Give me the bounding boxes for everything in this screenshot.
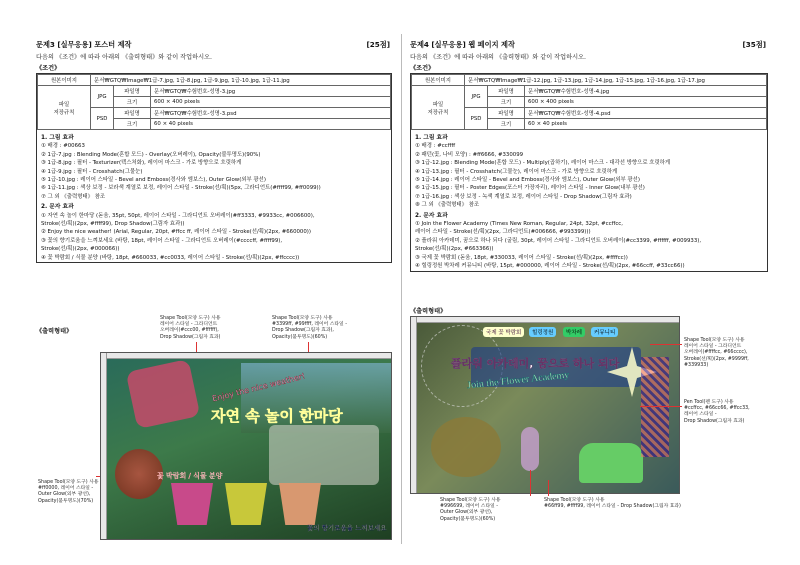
section-heading: 1. 그림 효과 xyxy=(415,135,448,141)
leaf-pen-shape xyxy=(579,443,643,483)
problem4-condition-box xyxy=(410,73,768,272)
annotation-leader xyxy=(548,480,549,496)
psd-name: 문서₩GTQ₩수험번호-성명-3.psd xyxy=(151,108,391,119)
text-effect-item: ③ 국제 꽃 박람회 (돋움, 18pt, #330033, 레이어 스타일 - Stroke(선/획)(2px, #ffffcc)) xyxy=(415,254,628,261)
poster-scent-text: 꽃의 향기로움을 느껴보세요 xyxy=(307,524,387,532)
problem3-image-effects xyxy=(37,130,391,262)
effect-item: ⑦ 그 외 《출력형태》 참조 xyxy=(41,193,106,200)
save-rule-label: 파일 저장규칙 xyxy=(412,86,465,130)
poster-enjoy-text: Enjoy the nice weather! xyxy=(211,371,307,404)
text-effect-item: Stroke(선/획)(2px, #000066)) xyxy=(41,246,120,253)
save-rule-label: 파일 저장규칙 xyxy=(38,86,91,130)
annotation-pen-tool: Pen Tool(펜 도구) 사용 #ccffcc, #66cc66, #ffcc33, 레이어 스타일 - Drop Shadow(그림자 효과) xyxy=(684,400,750,424)
psd-label: PSD xyxy=(465,108,488,130)
problem4-instruction: 다음의 《조건》에 따라 아래의 《출력형태》와 같이 작업하시오. xyxy=(410,54,586,61)
text-effect-item: ④ 꽃 박람회 / 식물 분양 (바탕, 18pt, #660033, #cc0033, 레이어 스타일 - Stroke(선/획)(2px, #ffcccc)) xyxy=(41,254,300,261)
text-effect-item: ③ 꽃의 향기로움을 느껴보세요 (바탕, 18pt, 레이어 스타일 - 그라디언트 오버레이(#ccccff, #ffff99), xyxy=(41,237,283,244)
annotation-shape-gradient-right: Shape Tool(모양 도구) 사용 레이어 스타일 - 그라디언트 오버레이(#ffffcc, #66cccc), Stroke(선/획)(2px, #9999ff, #339933) xyxy=(684,338,749,368)
effect-item: ④ 1급-9.jpg : 필터 - Crosshatch(그물눈) xyxy=(41,168,143,175)
jpg-label: JPG xyxy=(91,86,114,108)
problem3-output-label: 《출력형태》 xyxy=(36,328,73,335)
problem4-spec-table xyxy=(411,74,767,130)
golf-cart-image xyxy=(269,425,379,485)
size-label: 크기 xyxy=(488,97,525,108)
problem4-title-row xyxy=(410,40,766,50)
poster-output-image xyxy=(100,352,392,540)
size-label: 크기 xyxy=(114,97,151,108)
annotation-shape-green: Shape Tool(모양 도구) 사용 #66ff99, #ffff99, 레이어 스타일 - Drop Shadow(그림자 효과) xyxy=(544,498,681,510)
poster-fair-text: 꽃 박람회 / 식물 분양 xyxy=(157,472,223,480)
column-divider xyxy=(401,34,402,544)
effect-item: ③ 1급-8.jpg : 필터 - Texturizer(텍스처화), 레이어 마스크 - 가로 방향으로 흐릿하게 xyxy=(41,160,242,167)
effect-item: ⑤ 1급-10.jpg : 레이어 스타일 - Bevel and Emboss(경사와 엠보스), Outer Glow(외부 광선) xyxy=(41,177,266,184)
effect-item: ③ 1급-12.jpg : Blending Mode(혼합 모드) - Multiply(곱하기), 레이어 마스크 - 대각선 방향으로 흐릿하게 xyxy=(415,160,671,167)
fname-label: 파일명 xyxy=(114,108,151,119)
problem4-points: [35점] xyxy=(742,40,766,49)
effect-item: ① 배경 : #00663 xyxy=(41,143,85,150)
problem3-points: [25점] xyxy=(366,40,390,49)
fname-label: 파일명 xyxy=(488,86,525,97)
section-heading: 1. 그림 효과 xyxy=(41,135,74,141)
text-effect-item: Stroke(선/획)(2px, #663366)) xyxy=(415,246,494,253)
problem4-column xyxy=(410,0,766,565)
problem4-image-effects xyxy=(411,130,767,271)
source-value: 문서₩GTQ₩Image₩1급-7.jpg, 1급-8.jpg, 1급-9.jpg, 1급-10.jpg, 1급-11.jpg xyxy=(91,75,391,86)
poster-title-text: 자연 속 놀이 한마당 xyxy=(211,407,343,425)
problem3-spec-table xyxy=(37,74,391,130)
annotation-shape-gradient: Shape Tool(모양 도구) 사용 레이어 스타일 - 그라디언트 오버레이(#ccc00, #ffffff), Drop Shadow(그림자 효과) xyxy=(160,316,221,340)
jpg-size: 600 × 400 pixels xyxy=(151,97,391,108)
psd-size: 60 × 40 pixels xyxy=(525,119,767,130)
size-label: 크기 xyxy=(114,119,151,130)
jpg-name: 문서₩GTQ₩수험번호-성명-3.jpg xyxy=(151,86,391,97)
problem3-title: 문제3 [실무응용] 포스터 제작 xyxy=(36,40,132,49)
problem3-title-row xyxy=(36,40,390,50)
annotation-shape-red: Shape Tool(모양 도구) 사용 #ff0000, 레이어 스타일 - Outer Glow(외부 광선), Opacity(불투명도)(70%) xyxy=(38,480,99,504)
problem3-condition-label: 《조건》 xyxy=(36,65,61,72)
fname-label: 파일명 xyxy=(488,108,525,119)
web-nav-bakchare[interactable]: 박차레 xyxy=(563,327,585,337)
text-effect-item: ② Enjoy the nice weather! (Arial, Regular, 20pt, #ffcc ff, 레이어 스타일 - Stroke(선/획)(2px, #660000)) xyxy=(41,229,311,236)
annotation-shape-purple: Shape Tool(모양 도구) 사용 #996699, 레이어 스타일 - Outer Glow(외부 광선), Opacity(불투명도)(60%) xyxy=(440,498,501,522)
source-label: 원본이미지 xyxy=(38,75,91,86)
webpage-output-image xyxy=(410,316,680,494)
jpg-name: 문서₩GTQ₩수험번호-성명-4.jpg xyxy=(525,86,767,97)
text-effect-item: ① Join the Flower Academy (Times New Roman, Regular, 24pt, 32pt, #ccffcc, xyxy=(415,221,623,228)
problem3-condition-box xyxy=(36,73,392,263)
purple-capsule-shape xyxy=(521,427,539,471)
web-title-text: 플라워 아카데미, 꿈으로 하나 되다 xyxy=(451,357,620,370)
web-badge-fair: 국제 꽃 박람회 xyxy=(483,327,524,337)
text-effect-item: 레이어 스타일 - Stroke(선/획)(2px, 그라디언트(#006666, #993399))) xyxy=(415,229,591,236)
effect-item: ② 1급-7.jpg : Blending Mode(혼합 모드) - Overlay(오버레이), Opacity(불투명도)(90%) xyxy=(41,151,261,158)
psd-label: PSD xyxy=(91,108,114,130)
red-glow-shape xyxy=(115,449,163,499)
problem3-column xyxy=(36,0,390,565)
section-heading: 2. 문자 효과 xyxy=(41,204,74,211)
problem3-instruction: 다음의 《조건》에 따라 아래의 《출력형태》와 같이 작업하시오. xyxy=(36,54,212,61)
psd-name: 문서₩GTQ₩수험번호-성명-4.psd xyxy=(525,108,767,119)
annotation-leader xyxy=(530,470,531,496)
annotation-leader xyxy=(650,344,682,345)
psd-size: 60 × 40 pixels xyxy=(151,119,391,130)
effect-item: ④ 1급-13.jpg : 필터 - Crosshatch(그물눈), 레이어 마스크 - 가로 방향으로 흐릿하게 xyxy=(415,168,618,175)
text-effect-item: ① 자연 속 놀이 한마당 (돋움, 35pt, 50pt, 레이어 스타일 - 그라디언트 오버레이(#ff3333, #9933cc, #006600), xyxy=(41,212,315,219)
annotation-shape-blue: Shape Tool(모양 도구) 사용 #3399ff, #99ffff, 레이어 스타일 - Drop Shadow(그림자 효과), Opacity(불투명도)(60%) xyxy=(272,316,347,340)
section-heading: 2. 문자 효과 xyxy=(415,212,448,219)
annotation-leader xyxy=(640,406,682,407)
web-nav-healing[interactable]: 힐링정원 xyxy=(529,327,556,337)
jpg-label: JPG xyxy=(465,86,488,108)
source-value: 문서₩GTQ₩Image₩1급-12.jpg, 1급-13.jpg, 1급-14.jpg, 1급-15.jpg, 1급-16.jpg, 1급-17.jpg xyxy=(465,75,767,86)
source-label: 원본이미지 xyxy=(412,75,465,86)
effect-item: ⑥ 1급-11.jpg : 색상 보정 - 보라색 계열로 보정, 레이어 스타일 - Stroke(선/획)(5px, 그라디언트(#ffff99, #ff0099)) xyxy=(41,185,321,192)
flower-pot-purple xyxy=(171,483,213,525)
butterfly-pattern xyxy=(641,357,669,457)
text-effect-item: ④ 힐링정원 박차레 커뮤니티 (바탕, 15pt, #000000, 레이어 스타일 - Stroke(선/획)(2px, #66ccff, #33cc66)) xyxy=(415,263,685,270)
size-label: 크기 xyxy=(488,119,525,130)
web-join-text: Join the Flower Academy xyxy=(466,369,570,392)
problem4-condition-label: 《조건》 xyxy=(410,65,435,72)
effect-item: ⑤ 1급-14.jpg : 레이어 스타일 - Bevel and Emboss(경사와 엠보스), Outer Glow(외부 광선) xyxy=(415,177,640,184)
jpg-size: 600 × 400 pixels xyxy=(525,97,767,108)
problem4-title: 문제4 [실무응용] 웹 페이지 제작 xyxy=(410,40,515,49)
effect-item: ② 패턴(꽃, 나비 모양) : #ff6666, #330099 xyxy=(415,151,524,158)
fname-label: 파일명 xyxy=(114,86,151,97)
effect-item: ⑦ 1급-16.jpg : 색상 보정 - 녹색 계열로 보정, 레이어 스타일 - Drop Shadow(그림자 효과) xyxy=(415,193,632,200)
flower-pot-orange xyxy=(279,483,321,525)
bee-image xyxy=(431,417,501,477)
web-nav-community[interactable]: 커뮤니티 xyxy=(591,327,618,337)
problem4-output-label: 《출력형태》 xyxy=(410,308,447,315)
effect-item: ① 배경 : #ccffff xyxy=(415,143,456,150)
text-effect-item: Stroke(선/획)(2px, #ffff99), Drop Shadow(그림자 효과)) xyxy=(41,221,185,228)
effect-item: ⑧ 그 외 《출력형태》 참조 xyxy=(415,202,480,209)
flower-pot-yellow xyxy=(225,483,267,525)
effect-item: ⑥ 1급-15.jpg : 필터 - Poster Edges(포스터 가장자리), 레이어 스타일 - Inner Glow(내부 광선) xyxy=(415,185,645,192)
text-effect-item: ② 플라워 아카데미, 꿈으로 하나 되다 (굴림, 30pt, 레이어 스타일 - 그라디언트 오버레이(#cc3399, #ffffff, #009933), xyxy=(415,237,702,244)
